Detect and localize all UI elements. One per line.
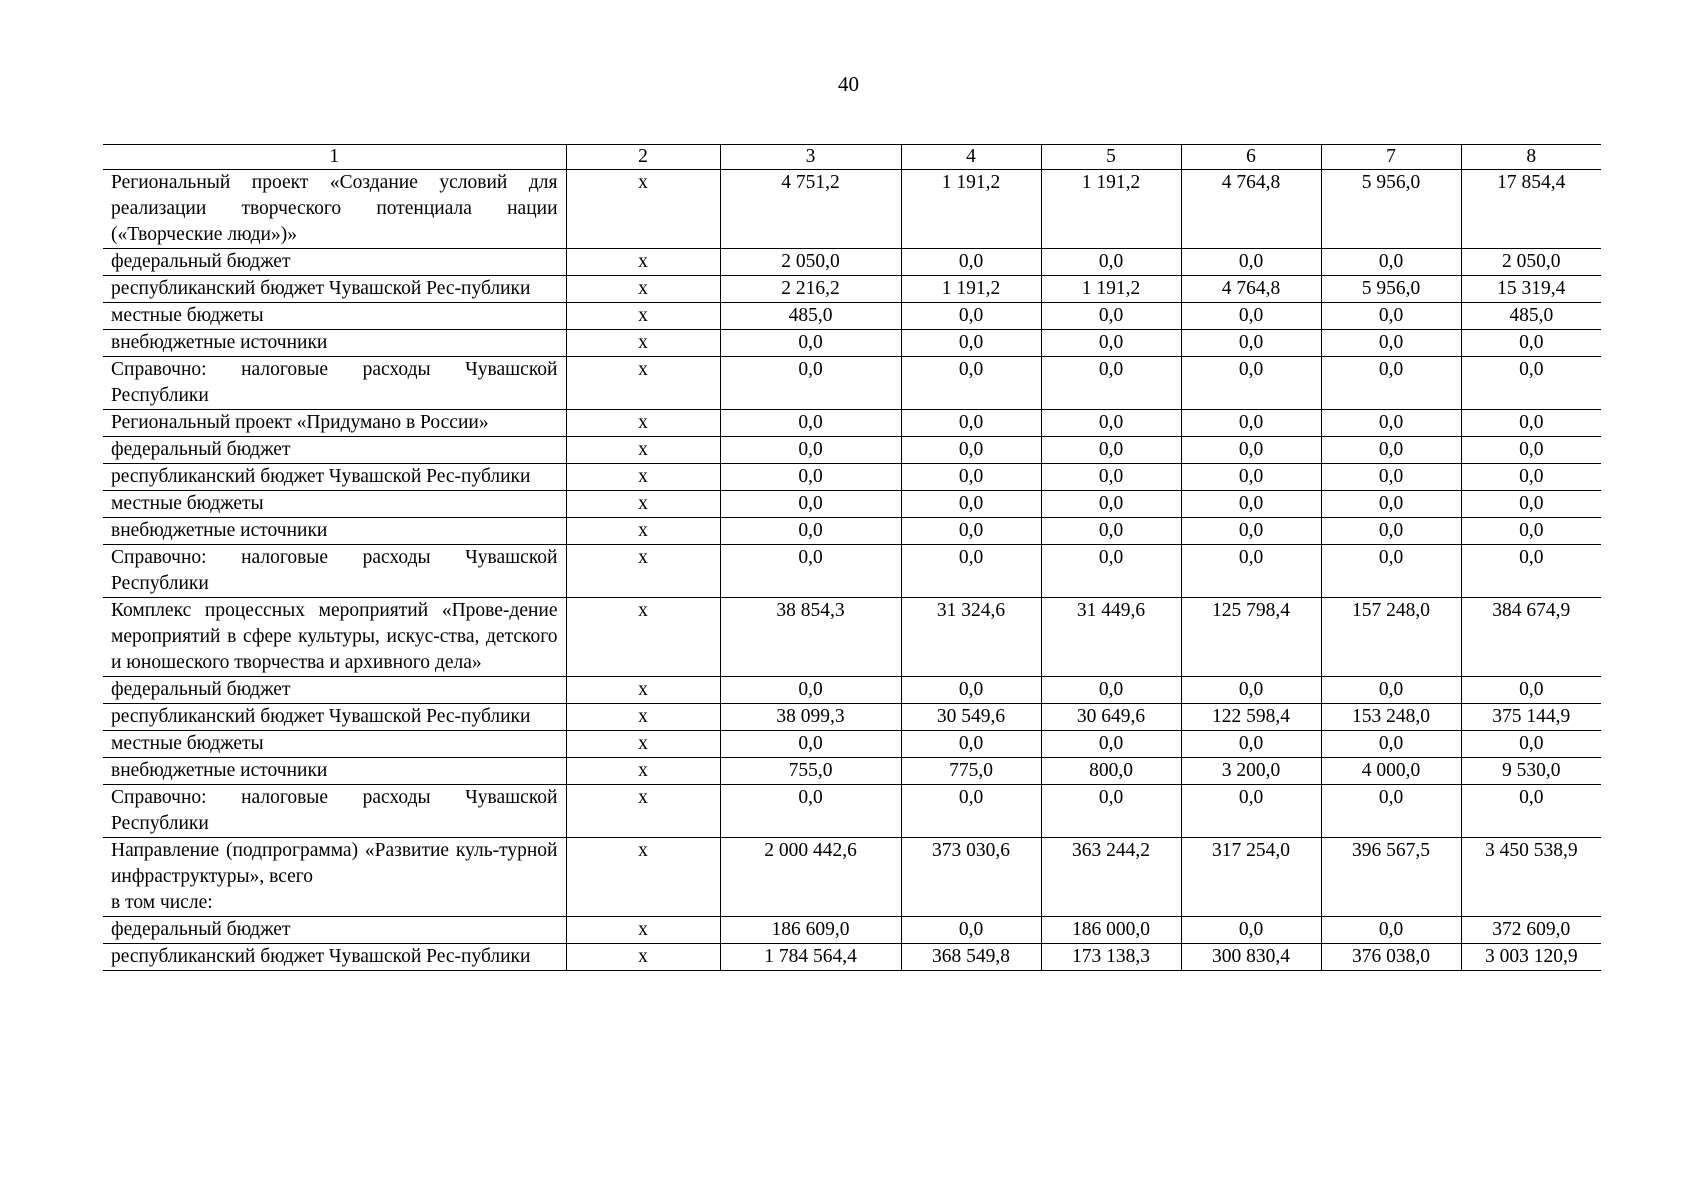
value-col-6: 0,0 [1181,491,1321,518]
value-col-5: 0,0 [1041,731,1181,758]
value-col-3: 0,0 [720,437,901,464]
value-col-4: 0,0 [901,330,1041,357]
value-col-6: 4 764,8 [1181,276,1321,303]
value-col-4: 31 324,6 [901,598,1041,677]
row-code: х [566,249,720,276]
value-col-8: 0,0 [1461,464,1601,491]
value-col-3: 485,0 [720,303,901,330]
row-label: республиканский бюджет Чувашской Рес-публики [103,464,566,491]
value-col-8: 485,0 [1461,303,1601,330]
row-code: х [566,437,720,464]
value-col-6: 0,0 [1181,785,1321,838]
column-header-3: 3 [720,145,901,170]
value-col-7: 0,0 [1321,437,1461,464]
row-code: х [566,330,720,357]
row-code: х [566,785,720,838]
value-col-5: 0,0 [1041,518,1181,545]
value-col-8: 15 319,4 [1461,276,1601,303]
value-col-6: 3 200,0 [1181,758,1321,785]
value-col-5: 0,0 [1041,357,1181,410]
table-row [103,838,1601,917]
value-col-3: 0,0 [720,491,901,518]
table-row [103,491,1601,518]
value-col-4: 1 191,2 [901,276,1041,303]
value-col-4: 0,0 [901,410,1041,437]
row-label: местные бюджеты [103,731,566,758]
value-col-4: 0,0 [901,731,1041,758]
table-row [103,464,1601,491]
row-label: Справочно: налоговые расходы Чувашской Республики [103,545,566,598]
value-col-5: 1 191,2 [1041,276,1181,303]
value-col-7: 376 038,0 [1321,944,1461,971]
value-col-5: 173 138,3 [1041,944,1181,971]
value-col-8: 0,0 [1461,410,1601,437]
table-body [103,170,1601,971]
column-header-2: 2 [566,145,720,170]
row-code: х [566,357,720,410]
value-col-6: 300 830,4 [1181,944,1321,971]
row-code: х [566,276,720,303]
value-col-7: 5 956,0 [1321,276,1461,303]
table-row [103,410,1601,437]
value-col-8: 0,0 [1461,357,1601,410]
row-label: Справочно: налоговые расходы Чувашской Республики [103,357,566,410]
table-row [103,731,1601,758]
value-col-3: 2 000 442,6 [720,838,901,917]
row-label-line: в том числе: [111,892,213,913]
column-header-7: 7 [1321,145,1461,170]
row-label: Региональный проект «Создание условий для реализации творческого потенциала нации («Творческие люди»)» [103,170,566,249]
row-code: х [566,944,720,971]
value-col-4: 0,0 [901,249,1041,276]
value-col-5: 0,0 [1041,464,1181,491]
value-col-8: 3 450 538,9 [1461,838,1601,917]
table-row [103,677,1601,704]
value-col-3: 755,0 [720,758,901,785]
row-code: х [566,677,720,704]
value-col-8: 9 530,0 [1461,758,1601,785]
value-col-6: 0,0 [1181,917,1321,944]
row-label-line: Направление (подпрограмма) «Развитие куль-турной инфраструктуры», всего [111,840,558,887]
value-col-3: 0,0 [720,677,901,704]
table-row [103,276,1601,303]
value-col-5: 186 000,0 [1041,917,1181,944]
value-col-4: 0,0 [901,785,1041,838]
column-header-5: 5 [1041,145,1181,170]
row-code: х [566,410,720,437]
row-code: х [566,598,720,677]
value-col-6: 0,0 [1181,545,1321,598]
value-col-6: 4 764,8 [1181,170,1321,249]
value-col-7: 157 248,0 [1321,598,1461,677]
table-row [103,437,1601,464]
value-col-3: 0,0 [720,785,901,838]
value-col-7: 0,0 [1321,303,1461,330]
value-col-5: 0,0 [1041,249,1181,276]
value-col-8: 372 609,0 [1461,917,1601,944]
value-col-7: 0,0 [1321,357,1461,410]
value-col-8: 0,0 [1461,677,1601,704]
table-row [103,518,1601,545]
table-row [103,545,1601,598]
value-col-3: 2 050,0 [720,249,901,276]
value-col-5: 0,0 [1041,785,1181,838]
value-col-7: 0,0 [1321,518,1461,545]
row-label: федеральный бюджет [103,677,566,704]
value-col-7: 0,0 [1321,785,1461,838]
table-row [103,944,1601,971]
value-col-7: 0,0 [1321,330,1461,357]
value-col-4: 368 549,8 [901,944,1041,971]
row-label: федеральный бюджет [103,917,566,944]
value-col-8: 2 050,0 [1461,249,1601,276]
value-col-4: 0,0 [901,491,1041,518]
row-code: х [566,838,720,917]
value-col-3: 0,0 [720,518,901,545]
value-col-8: 0,0 [1461,731,1601,758]
value-col-7: 153 248,0 [1321,704,1461,731]
value-col-7: 0,0 [1321,464,1461,491]
value-col-3: 4 751,2 [720,170,901,249]
value-col-3: 2 216,2 [720,276,901,303]
row-label: республиканский бюджет Чувашской Рес-публики [103,276,566,303]
table-row [103,704,1601,731]
value-col-4: 0,0 [901,917,1041,944]
value-col-6: 0,0 [1181,357,1321,410]
row-label: республиканский бюджет Чувашской Рес-публики [103,944,566,971]
row-label: внебюджетные источники [103,330,566,357]
value-col-7: 4 000,0 [1321,758,1461,785]
value-col-6: 0,0 [1181,330,1321,357]
value-col-5: 800,0 [1041,758,1181,785]
value-col-5: 0,0 [1041,330,1181,357]
value-col-6: 0,0 [1181,464,1321,491]
row-label: внебюджетные источники [103,758,566,785]
row-code: х [566,758,720,785]
value-col-7: 0,0 [1321,410,1461,437]
value-col-7: 5 956,0 [1321,170,1461,249]
value-col-4: 0,0 [901,437,1041,464]
row-code: х [566,704,720,731]
row-label: местные бюджеты [103,491,566,518]
table-row [103,598,1601,677]
value-col-7: 0,0 [1321,249,1461,276]
value-col-3: 0,0 [720,330,901,357]
page-number: 40 [838,72,859,96]
value-col-7: 0,0 [1321,545,1461,598]
value-col-6: 122 598,4 [1181,704,1321,731]
row-code: х [566,170,720,249]
row-code: х [566,464,720,491]
value-col-5: 1 191,2 [1041,170,1181,249]
value-col-5: 30 649,6 [1041,704,1181,731]
table-row [103,170,1601,249]
value-col-7: 396 567,5 [1321,838,1461,917]
row-code: х [566,917,720,944]
value-col-8: 0,0 [1461,330,1601,357]
value-col-3: 38 854,3 [720,598,901,677]
table-row [103,330,1601,357]
value-col-6: 0,0 [1181,518,1321,545]
value-col-8: 0,0 [1461,545,1601,598]
row-label: Региональный проект «Придумано в России» [103,410,566,437]
table-row [103,249,1601,276]
value-col-3: 0,0 [720,545,901,598]
value-col-5: 0,0 [1041,303,1181,330]
value-col-5: 31 449,6 [1041,598,1181,677]
value-col-5: 0,0 [1041,491,1181,518]
value-col-8: 17 854,4 [1461,170,1601,249]
row-label: федеральный бюджет [103,437,566,464]
value-col-3: 0,0 [720,464,901,491]
table-row [103,758,1601,785]
value-col-4: 0,0 [901,518,1041,545]
table-row [103,917,1601,944]
column-header-8: 8 [1461,145,1601,170]
value-col-6: 317 254,0 [1181,838,1321,917]
value-col-4: 373 030,6 [901,838,1041,917]
row-label [103,838,566,917]
row-label: Комплекс процессных мероприятий «Прове-дение мероприятий в сфере культуры, искус-ства, детского и юношеского творчества и архивного дела» [103,598,566,677]
value-col-8: 3 003 120,9 [1461,944,1601,971]
row-code: х [566,303,720,330]
row-label: республиканский бюджет Чувашской Рес-публики [103,704,566,731]
row-code: х [566,518,720,545]
value-col-4: 0,0 [901,303,1041,330]
value-col-3: 1 784 564,4 [720,944,901,971]
value-col-5: 363 244,2 [1041,838,1181,917]
table-row [103,357,1601,410]
value-col-3: 38 099,3 [720,704,901,731]
value-col-4: 30 549,6 [901,704,1041,731]
value-col-8: 0,0 [1461,785,1601,838]
value-col-5: 0,0 [1041,437,1181,464]
value-col-7: 0,0 [1321,491,1461,518]
value-col-8: 384 674,9 [1461,598,1601,677]
value-col-6: 0,0 [1181,249,1321,276]
value-col-3: 186 609,0 [720,917,901,944]
budget-table [103,144,1601,971]
row-code: х [566,491,720,518]
value-col-4: 0,0 [901,677,1041,704]
value-col-4: 1 191,2 [901,170,1041,249]
value-col-5: 0,0 [1041,677,1181,704]
value-col-7: 0,0 [1321,731,1461,758]
value-col-6: 0,0 [1181,731,1321,758]
value-col-8: 0,0 [1461,491,1601,518]
value-col-6: 0,0 [1181,410,1321,437]
value-col-7: 0,0 [1321,677,1461,704]
row-label: внебюджетные источники [103,518,566,545]
value-col-8: 0,0 [1461,518,1601,545]
header-row [103,145,1601,170]
row-label: федеральный бюджет [103,249,566,276]
value-col-6: 0,0 [1181,677,1321,704]
value-col-6: 0,0 [1181,303,1321,330]
value-col-5: 0,0 [1041,545,1181,598]
value-col-6: 125 798,4 [1181,598,1321,677]
value-col-3: 0,0 [720,410,901,437]
value-col-4: 0,0 [901,357,1041,410]
table-row [103,303,1601,330]
table-row [103,785,1601,838]
value-col-7: 0,0 [1321,917,1461,944]
value-col-8: 0,0 [1461,437,1601,464]
value-col-5: 0,0 [1041,410,1181,437]
row-label: Справочно: налоговые расходы Чувашской Республики [103,785,566,838]
value-col-6: 0,0 [1181,437,1321,464]
column-header-1: 1 [103,145,566,170]
value-col-4: 0,0 [901,545,1041,598]
row-code: х [566,545,720,598]
row-label: местные бюджеты [103,303,566,330]
value-col-3: 0,0 [720,731,901,758]
value-col-3: 0,0 [720,357,901,410]
value-col-4: 775,0 [901,758,1041,785]
column-header-6: 6 [1181,145,1321,170]
column-header-4: 4 [901,145,1041,170]
value-col-4: 0,0 [901,464,1041,491]
row-code: х [566,731,720,758]
value-col-8: 375 144,9 [1461,704,1601,731]
